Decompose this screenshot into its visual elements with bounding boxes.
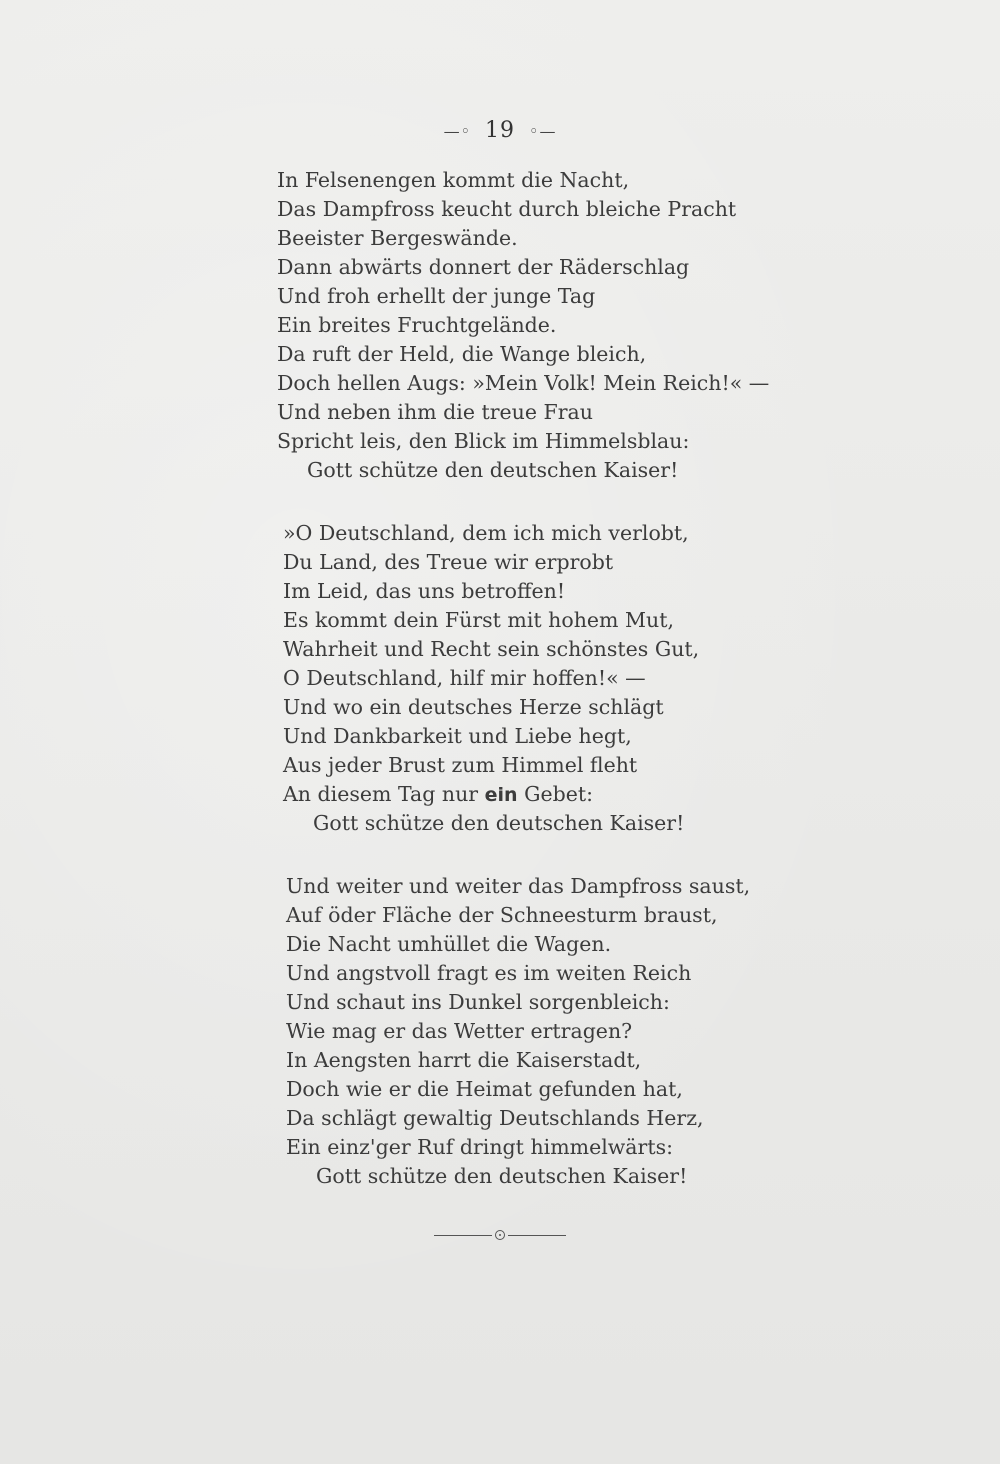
poem-line: Du Land, des Treue wir erprobt (283, 550, 614, 574)
poem-line: »O Deutschland, dem ich mich verlobt, (283, 521, 689, 545)
poem-line: Da schlägt gewaltig Deutschlands Herz, (286, 1106, 704, 1130)
poem-line: Die Nacht umhüllet die Wagen. (286, 932, 612, 956)
poem-line-emphasis (283, 780, 837, 809)
page-number: 19 (485, 118, 515, 143)
poem-line: Beeister Bergeswände. (277, 226, 518, 250)
poem-line: In Felsenengen kommt die Nacht, (277, 168, 630, 192)
ornament-circle-icon (495, 1230, 505, 1240)
emphasized-word: ein (484, 784, 518, 806)
ornament-rule-left (434, 1235, 492, 1236)
refrain-line: Gott schütze den deutschen Kaiser! (316, 1164, 688, 1188)
stanza-1 (277, 166, 837, 485)
stanza-3 (277, 872, 837, 1191)
header-left-ornament: —◦ (443, 121, 471, 141)
poem-line: Doch wie er die Heimat gefunden hat, (286, 1077, 683, 1101)
poem-line: Und weiter und weiter das Dampfross saust, (286, 874, 751, 898)
poem-line: Ein breites Fruchtgelände. (277, 313, 557, 337)
line-text-before: An diesem Tag nur (283, 782, 485, 806)
poem-line: Und schaut ins Dunkel sorgenbleich: (286, 990, 670, 1014)
poem (277, 166, 837, 1225)
refrain-line: Gott schütze den deutschen Kaiser! (313, 811, 685, 835)
poem-line: Ein einz'ger Ruf dringt himmelwärts: (286, 1135, 673, 1159)
poem-line: Und Dankbarkeit und Liebe hegt, (283, 724, 632, 748)
poem-line: Dann abwärts donnert der Räderschlag (277, 255, 690, 279)
end-ornament (0, 1230, 1000, 1240)
refrain-line: Gott schütze den deutschen Kaiser! (307, 458, 679, 482)
poem-line: Und wo ein deutsches Herze schlägt (283, 695, 664, 719)
poem-line: Es kommt dein Fürst mit hohem Mut, (283, 608, 674, 632)
poem-line: Spricht leis, den Blick im Himmelsblau: (277, 429, 690, 453)
line-text-after: Gebet: (517, 782, 593, 806)
header-right-ornament: ◦— (529, 121, 557, 141)
poem-line: Da ruft der Held, die Wange bleich, (277, 342, 647, 366)
poem-line: Und froh erhellt der junge Tag (277, 284, 596, 308)
poem-line: Aus jeder Brust zum Himmel fleht (283, 753, 638, 777)
ornament-rule-right (508, 1235, 566, 1236)
poem-line: Im Leid, das uns betroffen! (283, 579, 566, 603)
poem-line: Wie mag er das Wetter ertragen? (286, 1019, 633, 1043)
stanza-2 (277, 519, 837, 838)
poem-line: Doch hellen Augs: »Mein Volk! Mein Reich!« — (277, 371, 770, 395)
page-header (0, 118, 1000, 143)
poem-line: In Aengsten harrt die Kaiserstadt, (286, 1048, 642, 1072)
poem-line: Und neben ihm die treue Frau (277, 400, 593, 424)
poem-line: Und angstvoll fragt es im weiten Reich (286, 961, 692, 985)
poem-line: Auf öder Fläche der Schneesturm braust, (286, 903, 718, 927)
poem-line: Wahrheit und Recht sein schönstes Gut, (283, 637, 700, 661)
poem-line: Das Dampfross keucht durch bleiche Pracht (277, 197, 737, 221)
poem-line: O Deutschland, hilf mir hoffen!« — (283, 666, 646, 690)
